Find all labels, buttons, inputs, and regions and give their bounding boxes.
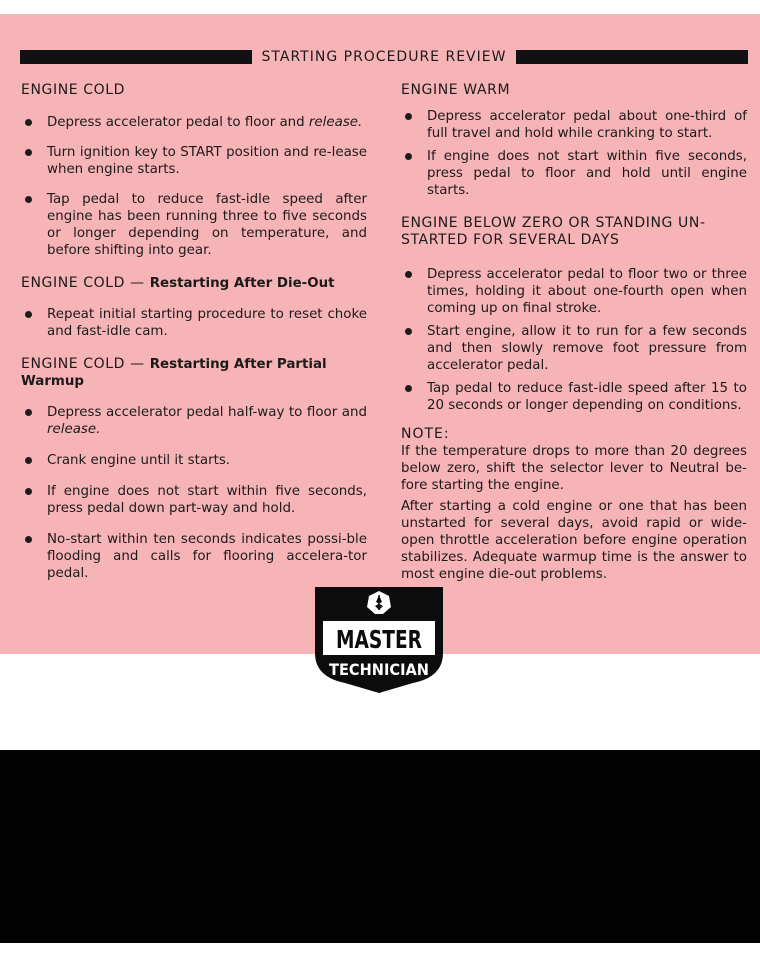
bullet-icon — [405, 271, 412, 278]
list-item: No-start within ten seconds indicates possi-ble flooding and calls for flooring accelera-tor pedal. — [21, 531, 367, 582]
bullet-icon — [25, 409, 32, 416]
bullet-icon — [25, 196, 32, 203]
page-title: STARTING PROCEDURE REVIEW — [261, 49, 507, 65]
section-heading-below-zero: ENGINE BELOW ZERO OR STANDING UN-STARTED FOR SEVERAL DAYS — [401, 215, 706, 248]
bullet-icon — [25, 457, 32, 464]
bullet-icon — [405, 113, 412, 120]
note-heading: NOTE: — [401, 426, 450, 442]
bullet-icon — [405, 153, 412, 160]
section-heading-engine-warm: ENGINE WARM — [401, 82, 511, 98]
bullet-icon — [25, 119, 32, 126]
left-column — [21, 0, 367, 582]
bullet-icon — [25, 311, 32, 318]
black-band — [0, 750, 760, 943]
list-item: Repeat initial starting procedure to reset choke and fast-idle cam. — [21, 306, 367, 340]
badge-line1: MASTER — [336, 625, 422, 654]
bullet-icon — [25, 488, 32, 495]
list-item: Depress accelerator pedal about one-third of full travel and hold while cranking to start. — [401, 108, 747, 142]
master-technician-badge — [313, 585, 445, 695]
bullet-icon — [25, 536, 32, 543]
bullet-icon — [405, 385, 412, 392]
badge-line2: TECHNICIAN — [329, 660, 429, 679]
list-item: If engine does not start within five seconds, press pedal down part-way and hold. — [21, 483, 367, 517]
note-paragraph: If the temperature drops to more than 20 degrees below zero, shift the selector lever to Neutral be-fore starting the engine. — [401, 444, 747, 493]
bullet-icon — [25, 149, 32, 156]
list-item: Depress accelerator pedal to floor two or three times, holding it about one-fourth open when coming up on final stroke. — [401, 266, 747, 317]
note-paragraph: After starting a cold engine or one that has been unstarted for several days, avoid rapid or wide-open throttle acceleration before engine operation stabilizes. Adequate warmup time is the answer to most engine die-out problems. — [401, 499, 747, 582]
list-item: Tap pedal to reduce fast-idle speed after engine has been running three to five seconds or longer depending on temperature, and before shifting into gear. — [21, 191, 367, 259]
right-column — [401, 0, 747, 583]
list-item: Tap pedal to reduce fast-idle speed after 15 to 20 seconds or longer depending on conditions. — [401, 380, 747, 414]
bullet-icon — [405, 328, 412, 335]
list-item: Crank engine until it starts. — [21, 452, 367, 469]
section-heading-engine-cold: ENGINE COLD — [21, 82, 126, 98]
list-item: If engine does not start within five seconds, press pedal to floor and hold until engine starts. — [401, 148, 747, 199]
section-heading-die-out: ENGINE COLD — Restarting After Die-Out — [21, 275, 335, 291]
list-item: Start engine, allow it to run for a few seconds and then slowly remove foot pressure from accelerator pedal. — [401, 323, 747, 374]
list-item: Depress accelerator pedal half-way to floor and release. — [21, 404, 367, 438]
list-item: Depress accelerator pedal to floor and release. — [21, 114, 367, 131]
list-item: Turn ignition key to START position and re-lease when engine starts. — [21, 144, 367, 178]
section-heading-partial-warmup: ENGINE COLD — Restarting After Partial Warmup — [21, 356, 327, 389]
